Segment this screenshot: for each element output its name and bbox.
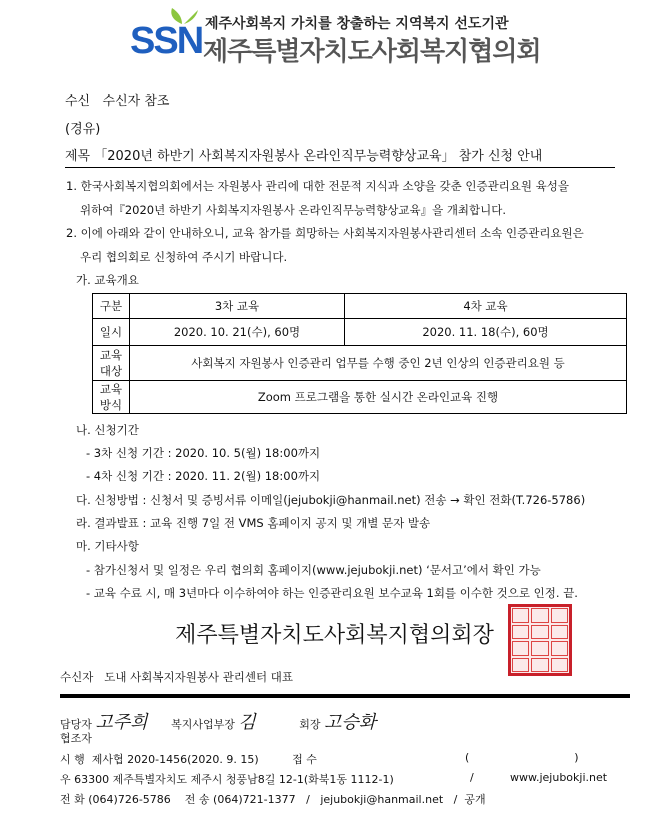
recipients-value: 도내 사회복지자원봉사 관리센터 대표 (104, 670, 294, 684)
method-value: Zoom 프로그램을 통한 실시간 온라인교육 진행 (130, 381, 627, 414)
disclosure: 공개 (464, 793, 486, 806)
org-title: 제주특별자치도사회복지협의회 (203, 37, 541, 67)
target-value: 사회복지 자원봉사 인증관리 업무를 수행 중인 2년 인상의 인증관리요원 등 (130, 346, 627, 381)
address-line (60, 771, 608, 787)
recipients-line (60, 669, 293, 685)
recipient-value: 수신자 참조 (102, 94, 170, 109)
manager-signature: 김 (238, 712, 256, 733)
recipients-label: 수신자 (60, 670, 94, 684)
etc-2: - 교육 수료 시, 매 3년마다 이수하여야 하는 인증관리요원 보수교육 1회를 이수한 것으로 인정. 끝. (86, 586, 578, 600)
subject: 「2020년 하반기 사회복지자원봉사 온라인직무능력향상교육」 참가 신청 안내 (94, 149, 543, 164)
section-ga: 가. 교육개요 (76, 273, 139, 287)
recipient-line (65, 90, 169, 109)
enforce-line (60, 751, 605, 767)
logo-ssn: SSN (130, 20, 203, 62)
cooperator-label: 협조자 (60, 732, 92, 745)
separator: / (453, 793, 458, 806)
receipt-label: 접 수 (292, 753, 317, 766)
via: (경유) (65, 122, 101, 137)
receipt-value: ( ) (465, 751, 579, 764)
item-2-line-1: 2. 이에 아래와 같이 안내하오니, 교육 참가를 희망하는 사회복지자원봉사관리센터 소속 인증관리요원은 (66, 226, 584, 240)
period-3: - 3차 신청 기간 : 2020. 10. 5(월) 18:00까지 (86, 446, 321, 460)
enforce-label: 시 행 (60, 753, 85, 766)
tagline: 제주사회복지 가치를 창출하는 지역복지 선도기관 (205, 16, 509, 32)
header-cell: 4차 교육 (345, 294, 627, 319)
row-label-part: 대상 (99, 364, 123, 378)
header-cell: 구분 (93, 294, 130, 319)
thick-divider (60, 694, 630, 698)
row-label-part: 방식 (99, 398, 123, 412)
contact-line (60, 791, 486, 807)
header-cell: 3차 교육 (130, 294, 345, 319)
date-4: 2020. 11. 18(수), 60명 (345, 319, 627, 346)
recipient-label: 수신 (65, 94, 91, 109)
table-row (93, 381, 627, 414)
website-link[interactable]: www.jejubokji.net (510, 771, 608, 784)
address: 우 63300 제주특별자치도 제주시 청풍남8길 12-1(화북1동 1112-1) (60, 773, 394, 786)
row-label: 일시 (93, 319, 130, 346)
item-1-line-2: 위하여『2020년 하반기 사회복지자원봉사 온라인직무능력향상교육』을 개최합니다. (80, 203, 507, 217)
subject-line (65, 145, 542, 164)
divider (65, 167, 615, 168)
row-label-part: 교육 (99, 382, 123, 396)
education-overview-table (92, 293, 627, 414)
email-link[interactable]: jejubokji@hanmail.net (320, 793, 444, 806)
section-ra: 라. 결과발표 : 교육 진행 7일 전 VMS 홈페이지 공지 및 개별 문자 발송 (76, 516, 431, 530)
item-1-line-1: 1. 한국사회복지협의회에서는 자원봉사 관리에 대한 전문적 지식과 소양을 갖춘 인증관리요원 육성을 (66, 179, 569, 193)
president-signature: 고승화 (323, 712, 377, 733)
enforce-value: 제사협 2020-1456(2020. 9. 15) (91, 753, 259, 766)
fax: 전 송 (064)721-1377 (184, 793, 296, 806)
row-label-part: 교육 (99, 348, 123, 362)
staff-label: 담당자 (60, 718, 92, 731)
separator: / (306, 793, 310, 806)
etc-1: - 참가신청서 및 일정은 우리 협의회 홈페이지(www.jejubokji.net) ‘문서고’에서 확인 가능 (86, 563, 541, 577)
section-na: 나. 신청기간 (76, 423, 139, 437)
item-2-line-2: 우리 협의회로 신청하여 주시기 바랍니다. (80, 250, 288, 264)
section-da: 다. 신청방법 : 신청서 및 증빙서류 이메일(jejubokji@hanmail.net) 전송 → 확인 전화(T.726-5786) (76, 493, 586, 507)
table-row (93, 319, 627, 346)
approval-line (60, 708, 376, 734)
period-4: - 4차 신청 기간 : 2020. 11. 2(월) 18:00까지 (86, 469, 321, 483)
issuer-name: 제주특별자치도사회복지협의회장 (175, 623, 494, 648)
president-label: 회장 (299, 718, 321, 731)
manager-label: 복지사업부장 (171, 718, 235, 731)
date-3: 2020. 10. 21(수), 60명 (130, 319, 345, 346)
staff-signature: 고주희 (95, 712, 148, 733)
phone: 전 화 (064)726-5786 (60, 793, 171, 806)
separator: / (470, 771, 474, 784)
table-row (93, 346, 627, 381)
subject-label: 제목 (65, 149, 91, 164)
row-label (93, 346, 130, 381)
row-label (93, 381, 130, 414)
table-row (93, 294, 627, 319)
section-ma: 마. 기타사항 (76, 539, 139, 553)
